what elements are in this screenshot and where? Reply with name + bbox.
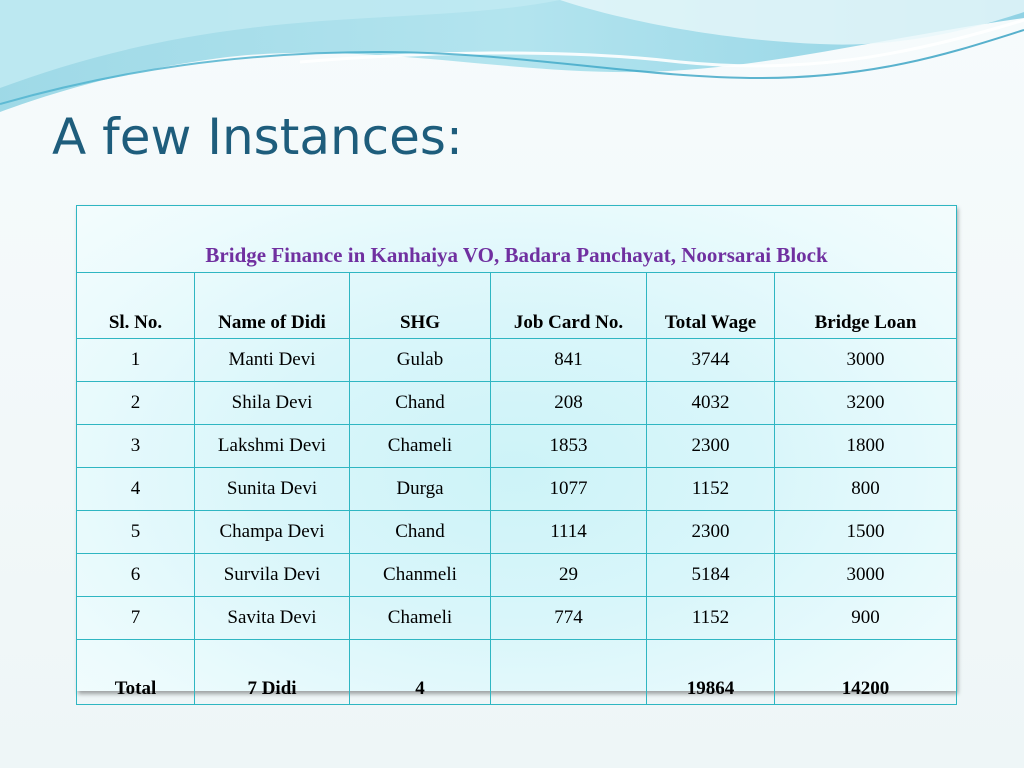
cell-bridge-loan: 3200 <box>775 382 957 425</box>
cell-sl-no: 6 <box>77 554 195 597</box>
total-shg-count: 4 <box>350 640 491 705</box>
table-total-row <box>77 640 957 705</box>
cell-job-card: 1114 <box>491 511 647 554</box>
table-row <box>77 468 957 511</box>
table-row <box>77 554 957 597</box>
cell-bridge-loan: 1800 <box>775 425 957 468</box>
cell-name: Survila Devi <box>195 554 350 597</box>
header-shg: SHG <box>350 273 491 339</box>
header-total-wage: Total Wage <box>647 273 775 339</box>
cell-total-wage: 1152 <box>647 468 775 511</box>
cell-name: Savita Devi <box>195 597 350 640</box>
cell-total-wage: 4032 <box>647 382 775 425</box>
cell-shg: Chand <box>350 382 491 425</box>
bridge-finance-table <box>76 205 957 705</box>
total-wage-sum: 19864 <box>647 640 775 705</box>
cell-sl-no: 7 <box>77 597 195 640</box>
cell-name: Shila Devi <box>195 382 350 425</box>
cell-sl-no: 3 <box>77 425 195 468</box>
total-didi-count: 7 Didi <box>195 640 350 705</box>
cell-total-wage: 2300 <box>647 425 775 468</box>
cell-bridge-loan: 800 <box>775 468 957 511</box>
table-row <box>77 382 957 425</box>
cell-job-card: 1077 <box>491 468 647 511</box>
cell-name: Lakshmi Devi <box>195 425 350 468</box>
cell-bridge-loan: 900 <box>775 597 957 640</box>
cell-shg: Chameli <box>350 425 491 468</box>
header-name-of-didi: Name of Didi <box>195 273 350 339</box>
cell-total-wage: 1152 <box>647 597 775 640</box>
cell-shg: Durga <box>350 468 491 511</box>
cell-sl-no: 2 <box>77 382 195 425</box>
header-job-card-no: Job Card No. <box>491 273 647 339</box>
slide-title: A few Instances: <box>52 108 463 166</box>
cell-bridge-loan: 3000 <box>775 339 957 382</box>
cell-total-wage: 5184 <box>647 554 775 597</box>
table-caption: Bridge Finance in Kanhaiya VO, Badara Panchayat, Noorsarai Block <box>77 206 957 273</box>
cell-sl-no: 4 <box>77 468 195 511</box>
cell-shg: Gulab <box>350 339 491 382</box>
cell-bridge-loan: 3000 <box>775 554 957 597</box>
cell-name: Manti Devi <box>195 339 350 382</box>
table-row <box>77 597 957 640</box>
cell-job-card: 841 <box>491 339 647 382</box>
bridge-finance-table-container <box>76 205 956 699</box>
header-bridge-loan: Bridge Loan <box>775 273 957 339</box>
table-caption-row <box>77 206 957 273</box>
cell-sl-no: 5 <box>77 511 195 554</box>
table-row <box>77 425 957 468</box>
cell-total-wage: 3744 <box>647 339 775 382</box>
cell-job-card: 29 <box>491 554 647 597</box>
cell-job-card: 208 <box>491 382 647 425</box>
table-header-row <box>77 273 957 339</box>
total-job-card <box>491 640 647 705</box>
table-row <box>77 511 957 554</box>
cell-bridge-loan: 1500 <box>775 511 957 554</box>
cell-job-card: 774 <box>491 597 647 640</box>
cell-name: Champa Devi <box>195 511 350 554</box>
cell-shg: Chand <box>350 511 491 554</box>
cell-name: Sunita Devi <box>195 468 350 511</box>
cell-total-wage: 2300 <box>647 511 775 554</box>
header-sl-no: Sl. No. <box>77 273 195 339</box>
cell-shg: Chanmeli <box>350 554 491 597</box>
cell-job-card: 1853 <box>491 425 647 468</box>
table-row <box>77 339 957 382</box>
total-label: Total <box>77 640 195 705</box>
total-bridge-loan-sum: 14200 <box>775 640 957 705</box>
cell-shg: Chameli <box>350 597 491 640</box>
cell-sl-no: 1 <box>77 339 195 382</box>
